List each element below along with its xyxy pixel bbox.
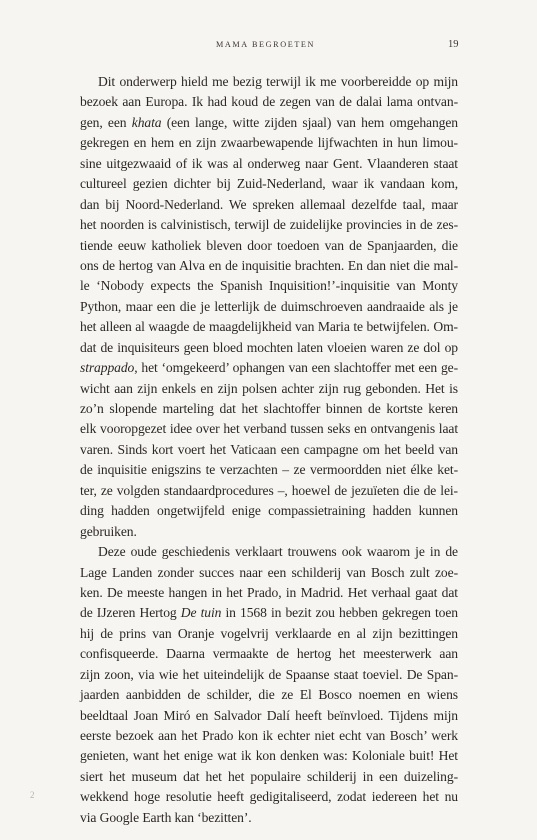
text-line: het noorden is calvinistisch, terwijl de zuidelijke provincies in de zes- [80, 217, 458, 233]
text-line: zijn zoon, via wie het uiteindelijk de Spaanse staat toeviel. De Span- [80, 666, 458, 682]
text-line: gebruiken. [80, 523, 137, 539]
text-line: Lage Landen zonder succes naar een schilderij van Bosch zult zoe- [80, 564, 458, 580]
text-line: de inquisitie enigszins te verzachten – ze vermoordden niet élke ket- [80, 462, 458, 478]
text-line: varen. Sinds kort voert het Vaticaan een campagne om het beeld van [80, 441, 458, 457]
text-line: elk vooropgezet idee over het verband tussen seks en ontvangenis laat [80, 421, 458, 437]
text-line: ter, ze volgden standaardprocedures –, hoewel de jezuïeten die de lei- [80, 482, 458, 498]
text-line: Deze oude geschiedenis verklaart trouwens ook waarom je in de [98, 544, 458, 560]
text-line: wicht aan zijn enkels en zijn polsen achter zijn rug gebonden. Het is [80, 380, 458, 396]
text-line: gekregen en hem en zijn zwaarbewapende lijfwachten in hun limou- [80, 135, 458, 151]
running-head [0, 40, 537, 54]
text-line: strappado, het ‘omgekeerd’ ophangen van een slachtoffer met een ge- [80, 360, 458, 376]
corner-mark: 2 [30, 790, 35, 800]
body-text [80, 72, 458, 828]
text-line: le ‘Nobody expects the Spanish Inquisition!’-inquisitie van Monty [80, 278, 458, 294]
text-line: beeldtaal Joan Miró en Salvador Dalí heeft beïnvloed. Tijdens mijn [80, 707, 458, 723]
text-line: hij de prins van Oranje vogelvrij verklaarde en al zijn bezittingen [80, 625, 458, 641]
text-line: zo’n slopende marteling dat het slachtoffer binnen de kortste keren [80, 401, 458, 416]
text-line: ken. De meeste hangen in het Prado, in Madrid. Het verhaal gaat dat [80, 584, 458, 600]
text-line: cultureel gezien dichter bij Zuid-Nederland, waar ik vandaan kom, [80, 176, 458, 192]
text-line: dan bij Noord-Nederland. We spreken allemaal dezelfde taal, maar [80, 196, 458, 212]
text-line: dat de inquisiteurs geen bloed mochten laten vloeien waren ze dol op [80, 339, 458, 355]
text-line: siert het museum dat het het populaire schilderij in een duizeling- [80, 768, 458, 784]
text-line: wekkend hoge resolutie heeft gedigitaliseerd, zodat iedereen het nu [80, 789, 458, 805]
paragraph-2 [80, 542, 458, 828]
text-line: eerste bezoek aan het Prado kon ik echter niet echt van Bosch’ werk [80, 728, 458, 743]
running-title: MAMA BEGROETEN [216, 40, 316, 49]
text-line: sine uitgezwaaid of ik was al onderweg naar Gent. Vlaanderen staat [80, 155, 458, 171]
text-line: ons de hertog van Alva en de inquisitie brachten. En dan niet die mal- [80, 257, 458, 273]
paragraph-1 [80, 72, 458, 542]
text-line: ding hadden ongetwijfeld enige compassietraining hadden kunnen [80, 503, 458, 519]
text-line: confisqueerde. Daarna vermaakte de hertog het meesterwerk aan [80, 646, 458, 662]
page-number: 19 [448, 39, 459, 50]
text-line: via Google Earth kan ‘bezitten’. [80, 809, 252, 825]
text-line: bezoek aan Europa. Ik had koud de zegen van de dalai lama ontvan- [80, 94, 458, 110]
text-line: genieten, want het enige wat ik kon denken was: Koloniale buit! Het [80, 748, 458, 764]
text-line: gen, een khata (een lange, witte zijden sjaal) van hem omgehangen [80, 114, 458, 130]
text-line: het alleen al waagde de maagdelijkheid van Maria te betwijfelen. Om- [80, 319, 458, 335]
text-line: jaarden aanbidden de schilder, die ze El Bosco noemen en wiens [80, 687, 458, 703]
text-line: Python, maar een die je letterlijk de duimschroeven aandraaide als je [80, 298, 458, 314]
text-line: de IJzeren Hertog De tuin in 1568 in bezit zou hebben gekregen toen [80, 605, 459, 621]
text-line: Dit onderwerp hield me bezig terwijl ik me voorbereidde op mijn [98, 74, 458, 89]
text-line: tiende eeuw katholiek bleven door toedoen van de Spanjaarden, die [80, 237, 458, 253]
